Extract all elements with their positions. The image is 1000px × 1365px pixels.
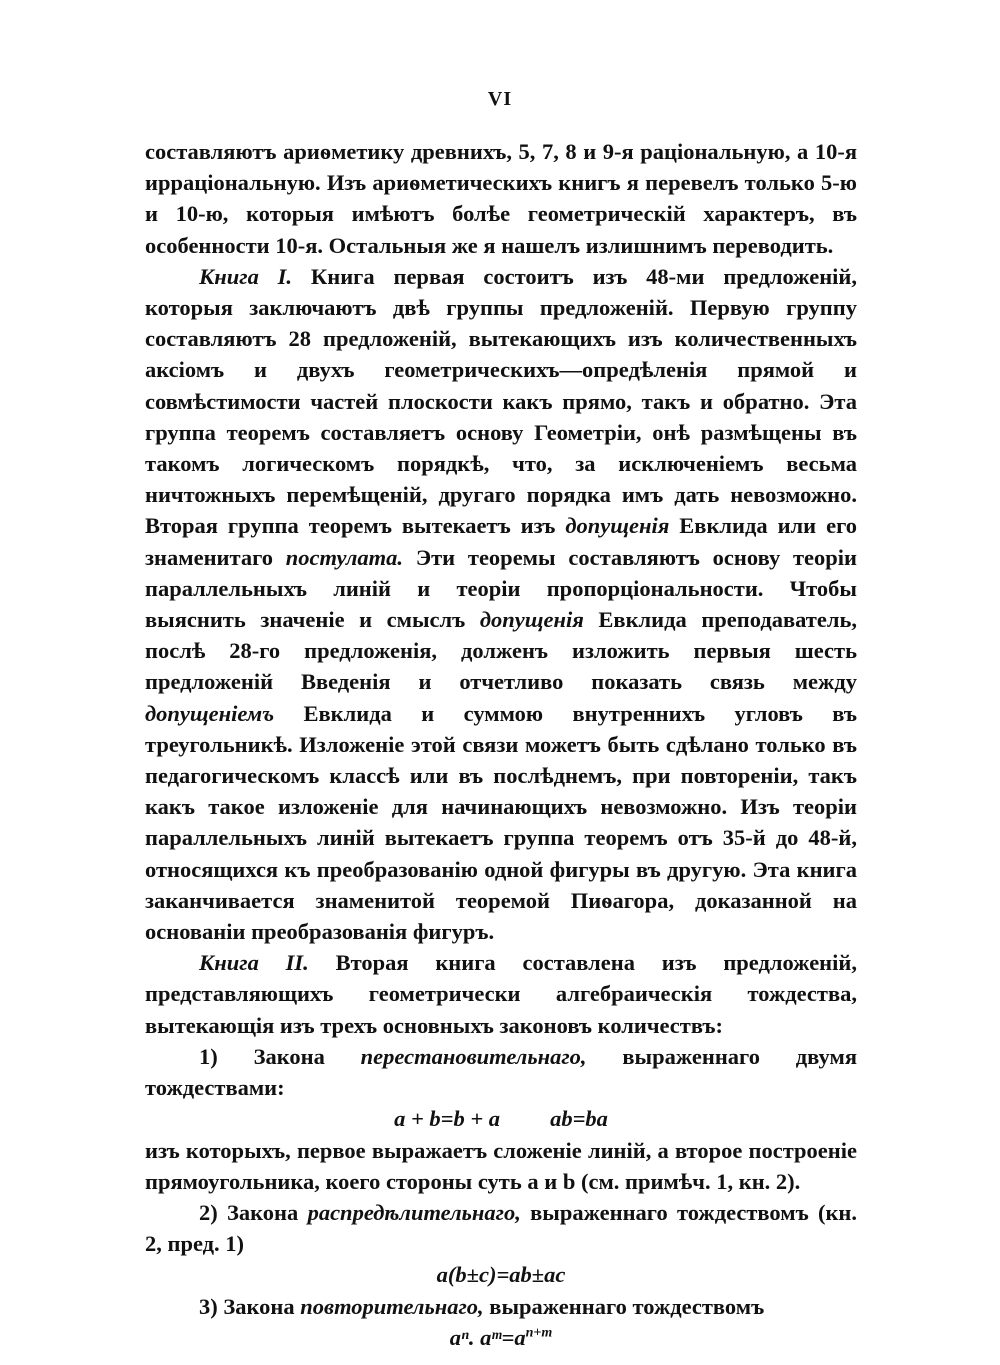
paragraph-intro: составляютъ ариѳметику древнихъ, 5, 7, 8 и 9-я раціональную, а 10-я ирраціональную. Изъ ариѳметическихъ книгъ я перевелъ только 5-ю и 10-ю, которыя имѣютъ болѣе геометрическій характеръ, въ особенности 10-я. Остальныя же я нашелъ излишнимъ переводить. <box>145 139 857 258</box>
paragraph-book-2 <box>145 947 857 1041</box>
paragraph-explanation: изъ которыхъ, первое выражаетъ сложеніе линій, а второе построеніе прямоугольника, коего стороны суть a и b (см. примѣч. 1, кн. 2). <box>145 1137 857 1194</box>
book-1-text-3: Эти теоремы составляютъ основу теоріи параллельныхъ линій и теоріи пропорціональности. Чтобы выяснить значеніе и смыслъ <box>145 544 858 633</box>
page-number: VI <box>487 88 513 110</box>
book-1-text-2: Евклида или его знаменитаго <box>145 513 857 570</box>
law-1-prefix: 1) Закона <box>199 1043 361 1069</box>
book-1-text-5: Евклида и суммою внутреннихъ угловъ въ треугольникѣ. Изложеніе этой связи можетъ быть сдѣлано только въ педагогическомъ классѣ или въ послѣднемъ, при повтореніи, такъ какъ такое изложеніе для начинающихъ невозможно. Изъ теоріи параллельныхъ линій вытекаетъ группа теоремъ отъ 35-й до 48-й, относящихся къ преобразованію одной фигуры въ другую. Эта книга заканчивается знаменитой теоремой Пиѳагора, доказанной на основаніи преобразованія фигуръ. <box>145 700 857 945</box>
law-2-suffix: выраженнаго тождествомъ (кн. 2, пред. 1) <box>145 1199 858 1257</box>
book-2-label: Книга II. <box>199 950 309 976</box>
law-2-name: распредѣлительнаго, <box>307 1199 521 1225</box>
law-1-line <box>145 1041 857 1103</box>
book-1-text-1: Книга первая состоитъ изъ 48-ми предложеній, которыя заключаютъ двѣ группы предложеній. Первую группу составляютъ 28 предложеній, вытекающихъ изъ количественныхъ аксіомъ и двухъ геометрическихъ—опредѣленія прямой и совмѣстимости частей плоскости какъ прямо, такъ и обратно. Эта группа теоремъ составляетъ основу Геометріи, онѣ размѣщены въ такомъ логическомъ порядкѣ, что, за исключеніемъ весьма ничтожныхъ перемѣщеній, другаго порядка имъ дать невозможно. Вторая группа теоремъ вытекаетъ изъ <box>145 263 857 539</box>
book-1-label: Книга I. <box>199 263 293 289</box>
formula-2: a(b±c)=ab±ac <box>436 1262 566 1288</box>
body-text <box>145 136 857 1353</box>
paragraph-book-1 <box>145 261 857 947</box>
law-3-name: повторительнаго, <box>300 1293 484 1319</box>
law-1-name: перестановительнаго, <box>360 1043 587 1069</box>
formula-1-product: ab=ba <box>550 1106 608 1132</box>
law-1-suffix: выраженнаго двумя тождествами: <box>145 1043 857 1101</box>
formula-3 <box>145 1322 857 1353</box>
formula-1 <box>145 1103 857 1134</box>
law-2-prefix: 2) Закона <box>199 1199 308 1225</box>
formula-1-sum: a + b=b + a <box>394 1106 501 1132</box>
book-1-text-4: Евклида преподаватель, послѣ 28-го предложенія, долженъ изложить первыя шесть предложеній Введенія и отчетливо показать связь между <box>145 607 857 695</box>
book-2-text: Вторая книга составлена изъ предложеній, представляющихъ геометрически алгебраическія тождества, вытекающія изъ трехъ основныхъ законовъ количествъ: <box>145 950 857 1038</box>
law-2-line <box>145 1197 857 1259</box>
formula-3-exponent: n+m <box>525 1325 553 1341</box>
book-1-emphasis-2: постулата. <box>285 544 404 570</box>
book-1-emphasis-3: допущенія <box>479 607 584 633</box>
law-3-prefix: 3) Закона <box>199 1293 301 1319</box>
law-3-line <box>145 1291 857 1322</box>
book-1-emphasis-1: допущенія <box>565 513 670 539</box>
book-1-emphasis-4: допущеніемъ <box>145 700 275 726</box>
formula-3-base: aⁿ. aᵐ=a <box>449 1324 526 1350</box>
law-3-suffix: выраженнаго тождествомъ <box>483 1293 765 1319</box>
